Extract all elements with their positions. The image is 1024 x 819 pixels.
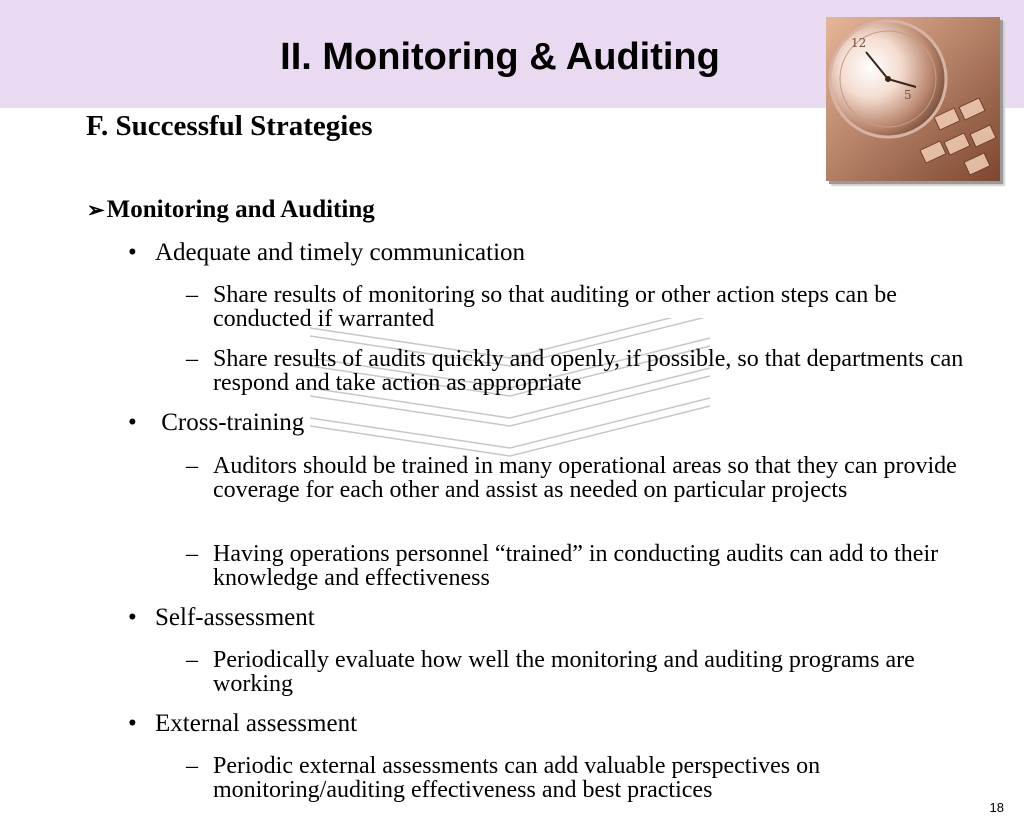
- page-number: 18: [989, 800, 1004, 815]
- svg-text:12: 12: [851, 36, 867, 50]
- sub-item-text: Auditors should be trained in many operational areas so that they can provide coverage for each other and assist as needed on particular projects: [213, 453, 957, 503]
- bullet-text: External assessment: [155, 710, 358, 737]
- dash-marker: –: [186, 647, 198, 673]
- bullet-text: Cross-training: [155, 409, 305, 436]
- sub-item: [186, 542, 966, 590]
- sub-item-text: Periodic external assessments can add valuable perspectives on monitoring/auditing effectiveness and best practices: [213, 753, 821, 803]
- sub-item-text: Having operations personnel “trained” in conducting audits can add to their knowledge and effectiveness: [213, 541, 939, 591]
- sub-item-text: Share results of monitoring so that auditing or other action steps can be conducted if warranted: [213, 282, 897, 332]
- slide-title: II. Monitoring & Auditing: [280, 36, 720, 78]
- sub-item: [186, 454, 966, 502]
- dash-marker: –: [186, 753, 198, 779]
- bullet-text: Self-assessment: [155, 604, 315, 631]
- sub-item: [186, 347, 966, 395]
- section-heading-text: Monitoring and Auditing: [106, 196, 375, 223]
- dash-marker: –: [186, 346, 198, 372]
- sub-item: [186, 283, 966, 331]
- sub-item-text: Periodically evaluate how well the monitoring and auditing programs are working: [213, 647, 915, 697]
- bullet-dot: •: [128, 409, 137, 436]
- bullet-dot: •: [128, 604, 137, 631]
- svg-text:5: 5: [904, 88, 912, 102]
- sub-item-text: Share results of audits quickly and openly, if possible, so that departments can respond and take action as appropriate: [213, 346, 964, 396]
- sub-item: [186, 754, 966, 802]
- bullet-text: Adequate and timely communication: [155, 239, 526, 266]
- section-subtitle: F. Successful Strategies: [86, 110, 373, 142]
- bullet-dot: •: [128, 710, 137, 737]
- dash-marker: –: [186, 541, 198, 567]
- section-heading: [87, 196, 375, 224]
- dash-marker: –: [186, 282, 198, 308]
- sub-item: [186, 648, 966, 696]
- bullet-dot: •: [128, 239, 137, 266]
- dash-marker: –: [186, 453, 198, 479]
- arrow-bullet-icon: ➢: [87, 198, 105, 222]
- clock-keyboard-photo-icon: [826, 17, 1000, 181]
